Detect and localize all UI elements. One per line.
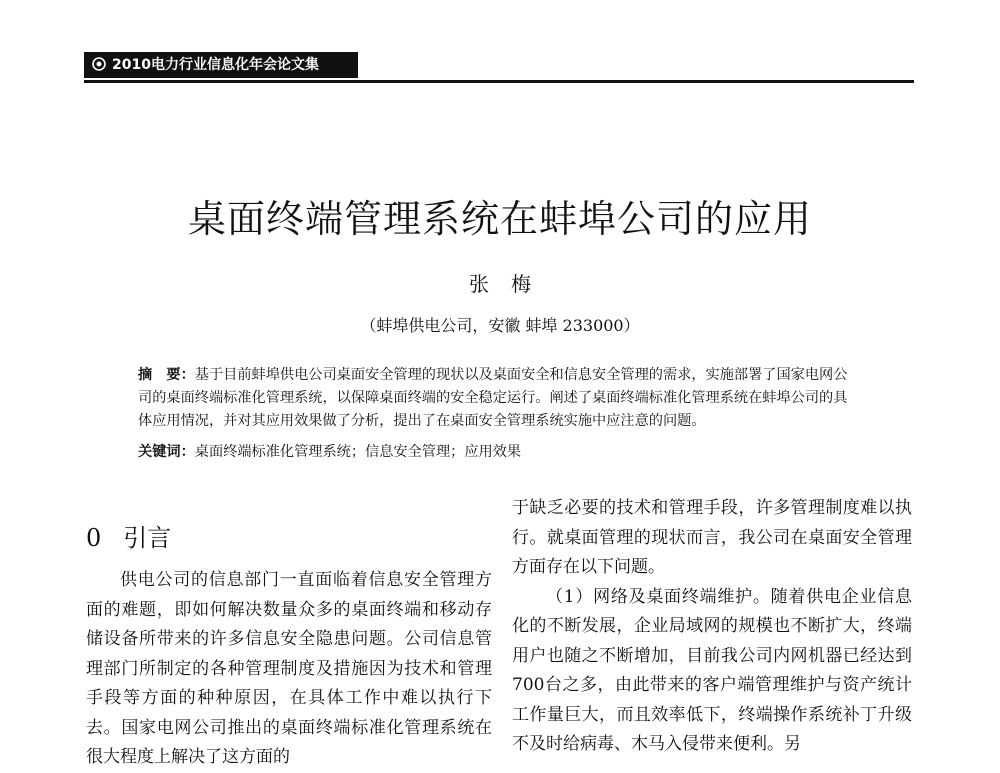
paper-author: 张梅 bbox=[469, 272, 553, 296]
keywords bbox=[138, 441, 854, 464]
journal-header-title: 2010电力行业信息化年会论文集 bbox=[112, 57, 319, 73]
journal-logo-icon bbox=[92, 52, 106, 78]
header-rule bbox=[84, 80, 914, 83]
abstract-text: 基于目前蚌埠供电公司桌面安全管理的现状以及桌面安全和信息安全管理的需求，实施部署了国家电网公司的桌面终端标准化管理系统，以保障桌面终端的安全稳定运行。阐述了桌面终端标准化管理系统在蚌埠公司的具体应用情况，并对其应用效果做了分析，提出了在桌面安全管理系统实施中应注意的问题。 bbox=[138, 367, 848, 429]
section-heading bbox=[86, 518, 171, 553]
paper-title: 桌面终端管理系统在蚌埠公司的应用 bbox=[187, 197, 812, 241]
abstract-label: 摘 要： bbox=[138, 367, 195, 383]
abstract bbox=[138, 364, 854, 433]
right-column bbox=[512, 494, 912, 760]
right-paragraph-1: 于缺乏必要的技术和管理手段，许多管理制度难以执行。就桌面管理的现状而言，我公司在桌面安全管理方面存在以下问题。 bbox=[512, 498, 912, 577]
journal-header-banner bbox=[84, 52, 358, 78]
keywords-label: 关键词： bbox=[138, 444, 195, 460]
section-title: 引言 bbox=[123, 524, 172, 552]
section-number: 0 bbox=[86, 524, 102, 552]
left-column bbox=[86, 566, 492, 773]
left-paragraph: 供电公司的信息部门一直面临着信息安全管理方面的难题，即如何解决数量众多的桌面终端和移动存储设备所带来的许多信息安全隐患问题。公司信息管理部门所制定的各种管理制度及措施因为技术和管理手段等方面的种种原因，在具体工作中难以执行下去。国家电网公司推出的桌面终端标准化管理系统在很大程度上解决了这方面的 bbox=[86, 570, 492, 767]
paper-affiliation: （蚌埠供电公司，安徽 蚌埠 233000） bbox=[360, 316, 640, 335]
keywords-text: 桌面终端标准化管理系统；信息安全管理；应用效果 bbox=[194, 444, 522, 460]
right-paragraph-2: （1）网络及桌面终端维护。随着供电企业信息化的不断发展，企业局域网的规模也不断扩大，终端用户也随之不断增加，目前我公司内网机器已经达到700台之多，由此带来的客户端管理维护与资产统计工作量巨大，而且效率低下，终端操作系统补丁升级不及时给病毒、木马入侵带来便利。另 bbox=[512, 586, 912, 754]
